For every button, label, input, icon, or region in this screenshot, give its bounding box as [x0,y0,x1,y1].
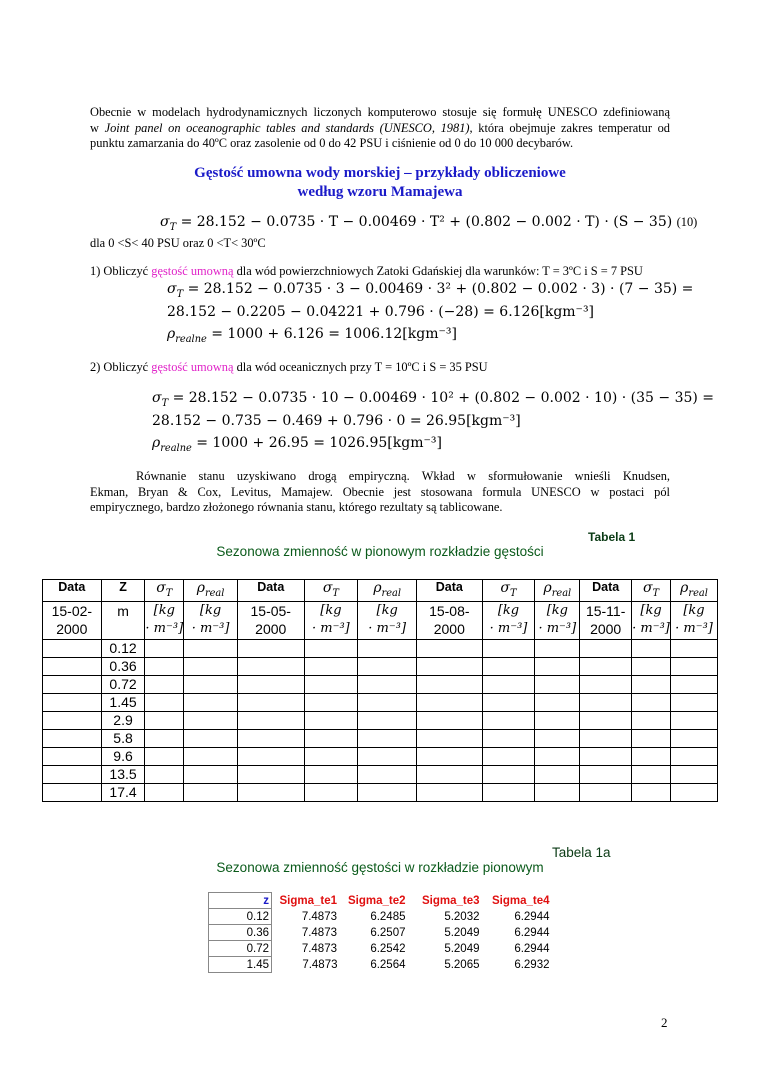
table-1-header-z: Z [101,580,145,602]
empty-cell [43,712,102,730]
empty-cell [304,730,358,748]
empty-cell [184,766,238,784]
empty-cell [417,658,483,676]
table-1 [42,579,718,802]
table-1-rho-3-sub: real [551,587,572,599]
empty-cell [632,730,671,748]
empty-cell [358,640,417,658]
example-2-eq-1-text: = 28.152 − 0.0735 · 10 − 0.00469 · 10² + (0.802 − 0.002 · 10) · (35 − 35) = [172,390,715,406]
section-heading-line-1: Gęstość umowna wody morskiej – przykłady obliczeniowe [194,165,566,181]
empty-cell [43,766,102,784]
empty-cell [671,712,718,730]
table-1-header-rho-1 [184,580,238,602]
formula-sigma-symbol: σ [160,214,170,230]
unit-bottom: · m⁻³] [489,621,528,636]
empty-cell [304,640,358,658]
intro-line-2-suffix: która obejmuje zakres temperatur od [472,120,671,135]
table-1-date-3: 15-08-2000 [417,602,483,640]
empty-cell [671,694,718,712]
empty-cell [535,748,580,766]
empty-cell [237,658,304,676]
table-1-header-rho-2 [358,580,417,602]
table-1a-header-sigma-te1: Sigma_te1 [279,894,337,907]
z-cell: 0.72 [209,941,272,957]
empty-cell [580,730,632,748]
empty-cell [184,640,238,658]
empty-cell [482,748,535,766]
example-2-sigma-sub: T [161,397,169,409]
table-1-header-data-2: Data [237,580,304,602]
empty-cell [145,658,184,676]
empty-cell [535,784,580,802]
table-1-sigma-2-symbol: σ [322,580,333,596]
empty-cell [580,748,632,766]
table-1-header-data: Data [43,580,102,602]
empty-cell [358,730,417,748]
page-number: 2 [661,1015,668,1030]
empty-cell [632,640,671,658]
example-2-eq-3 [152,435,442,454]
table-row [43,730,718,748]
empty-cell [43,748,102,766]
section-heading-line-2: według wzoru Mamajewa [297,184,463,200]
table-row [209,909,552,925]
table-1-header-rho-3 [535,580,580,602]
empty-cell [145,676,184,694]
empty-cell [184,784,238,802]
empty-cell [417,676,483,694]
example-2-sigma: σ [152,390,162,406]
sigma-cell: 7.4873 [301,910,337,923]
empty-cell [43,784,102,802]
unit-top: [kg [546,603,568,618]
empty-cell [671,640,718,658]
table-1-unit-rho-4 [671,602,718,640]
empty-cell [632,784,671,802]
sigma-cell: 6.2944 [514,942,550,955]
table-1-sigma-2-sub: T [332,587,339,599]
empty-cell [184,748,238,766]
table-1-label: Tabela 1 [588,530,636,544]
table-row [43,748,718,766]
formula-main-expression: = 28.152 − 0.0735 · T − 0.00469 · T² + (0.802 − 0.002 · T) · (S − 35) [180,214,673,230]
depth-cell: 17.4 [101,784,145,802]
empty-cell [632,748,671,766]
empty-cell [580,640,632,658]
table-1-unit-sigma-2 [304,602,358,640]
example-1-eq-2-text: 28.152 − 0.2205 − 0.04221 + 0.796 · (−28) = 6.126[kgm⁻³] [167,304,595,320]
empty-cell [184,658,238,676]
sigma-cell: 7.4873 [301,942,337,955]
table-1-title: Sezonowa zmienność w pionowym rozkładzie gęstości [216,544,544,559]
table-1a-body [209,909,552,973]
closing-paragraph [90,469,670,516]
depth-cell: 13.5 [101,766,145,784]
empty-cell [580,694,632,712]
table-1-header-row [43,580,718,602]
formula-number: (10) [676,215,698,229]
intro-line-3: punktu zamarzania do 40ºC oraz zasolenie od 0 do 42 PSU i ciśnienie od 0 do 10 000 decybarów. [90,136,574,151]
depth-cell: 1.45 [101,694,145,712]
table-1-rho-4-symbol: ρ [680,580,689,596]
empty-cell [417,694,483,712]
table-1-sigma-4-sub: T [652,587,660,599]
table-1a-label: Tabela 1a [552,845,611,860]
empty-cell [43,730,102,748]
sigma-cell: 5.2049 [444,942,480,955]
example-1-highlight: gęstość umowną [151,264,234,278]
intro-line-2 [90,121,670,137]
table-1-rho-1-symbol: ρ [196,580,205,596]
empty-cell [304,784,358,802]
sigma-cell: 5.2049 [444,926,480,939]
empty-cell [482,730,535,748]
example-2-highlight: gęstość umowną [151,360,234,374]
sigma-cell: 5.2065 [444,958,480,971]
closing-line-2: Ekman, Bryan & Cox, Levitus, Mamajew. Obecnie jest stosowana formula UNESCO w postaci pól [90,484,670,499]
empty-cell [43,658,102,676]
empty-cell [304,694,358,712]
empty-cell [535,712,580,730]
empty-cell [237,730,304,748]
empty-cell [145,730,184,748]
empty-cell [145,784,184,802]
table-1-unit-sigma-4 [632,602,671,640]
closing-line-3: empirycznego, bardzo złożonego równania stanu, którego rezultaty są tablicowane. [90,500,503,515]
empty-cell [417,784,483,802]
empty-cell [237,640,304,658]
depth-cell: 9.6 [101,748,145,766]
formula-range: dla 0 <S< 40 PSU oraz 0 <T< 30ºC [90,236,266,250]
table-1a [208,892,552,973]
sigma-cell: 6.2485 [370,910,406,923]
empty-cell [482,676,535,694]
empty-cell [482,766,535,784]
table-1-unit-sigma-1 [145,602,184,640]
table-1a-header-sigma-te4: Sigma_te4 [491,894,550,907]
sigma-cell: 6.2542 [370,942,406,955]
table-1-rho-2-symbol: ρ [373,580,382,596]
unit-top: [kg [376,603,398,618]
intro-line-2-prefix: w [90,120,105,135]
empty-cell [184,712,238,730]
table-1-unit-rho-1 [184,602,238,640]
empty-cell [671,730,718,748]
example-1-rho: ρ [167,326,176,342]
unit-bottom: · m⁻³] [538,621,577,636]
unit-top: [kg [640,603,662,618]
table-1-rho-4-sub: real [688,587,708,599]
empty-cell [632,658,671,676]
empty-cell [358,694,417,712]
unit-top: [kg [199,603,222,618]
table-1a-header-z: z [209,893,272,909]
table-1-header-sigma-3 [482,580,535,602]
empty-cell [482,640,535,658]
empty-cell [145,640,184,658]
table-1-date-1: 15-02-2000 [43,602,102,640]
example-1-prefix: 1) Obliczyć [90,264,152,278]
sigma-cell: 6.2944 [514,910,550,923]
empty-cell [632,694,671,712]
table-1-rho-3-symbol: ρ [543,580,552,596]
empty-cell [184,694,238,712]
sigma-cell: 5.2032 [444,910,480,923]
empty-cell [358,676,417,694]
example-1-eq-3 [167,326,457,345]
table-1-unit-sigma-3 [482,602,535,640]
table-1-unit-rho-2 [358,602,417,640]
unit-bottom: · m⁻³] [368,621,407,636]
example-1-eq-1-text: = 28.152 − 0.0735 · 3 − 0.00469 · 3² + (0.802 − 0.002 · 3) · (7 − 35) = [187,281,694,297]
empty-cell [304,748,358,766]
z-cell: 0.12 [209,909,272,925]
example-1-prompt [90,264,643,279]
closing-line-1: Równanie stanu uzyskiwano drogą empiryczną. Wkład w sformułowanie wnieśli Knudsen, [136,469,670,483]
sigma-cell: 6.2507 [370,926,406,939]
empty-cell [43,676,102,694]
empty-cell [671,658,718,676]
example-2-eq-3-text: = 1000 + 26.95 = 1026.95[kgm⁻³] [196,435,442,451]
example-2-suffix: dla wód oceanicznych przy T = 10ºC i S = 35 PSU [233,360,488,374]
empty-cell [237,694,304,712]
table-1-header-data-4: Data [580,580,632,602]
empty-cell [43,640,102,658]
table-row [43,712,718,730]
empty-cell [671,748,718,766]
empty-cell [535,640,580,658]
unit-bottom: · m⁻³] [312,621,350,636]
empty-cell [184,730,238,748]
table-1-date-4: 15-11-2000 [580,602,632,640]
empty-cell [237,748,304,766]
empty-cell [304,658,358,676]
table-row [209,925,552,941]
empty-cell [632,676,671,694]
empty-cell [580,766,632,784]
table-1-header-sigma-4 [632,580,671,602]
unit-bottom: · m⁻³] [145,621,184,636]
empty-cell [580,712,632,730]
formula-sigma-subscript: T [169,221,177,233]
empty-cell [580,658,632,676]
empty-cell [304,766,358,784]
table-row [43,676,718,694]
table-1-date-2: 15-05-2000 [237,602,304,640]
empty-cell [145,712,184,730]
table-1-sigma-1-sub: T [165,587,173,599]
empty-cell [184,676,238,694]
intro-paragraph [90,105,670,152]
table-1-header-sigma-2 [304,580,358,602]
depth-cell: 5.8 [101,730,145,748]
example-1-eq-3-text: = 1000 + 6.126 = 1006.12[kgm⁻³] [211,326,457,342]
empty-cell [417,640,483,658]
table-1-unit-rho-3 [535,602,580,640]
empty-cell [145,748,184,766]
empty-cell [535,730,580,748]
table-row [43,694,718,712]
table-1-z-unit: m [101,602,145,640]
sigma-cell: 7.4873 [302,958,338,971]
empty-cell [535,658,580,676]
empty-cell [43,694,102,712]
example-1-rho-sub: realne [175,333,207,345]
example-2-eq-2-text: 28.152 − 0.735 − 0.469 + 0.796 · 0 = 26.95[kgm⁻³] [152,413,521,429]
example-2-rho-sub: realne [160,442,192,454]
empty-cell [671,784,718,802]
depth-cell: 0.36 [101,658,145,676]
z-cell: 1.45 [209,957,272,973]
empty-cell [417,766,483,784]
sigma-cell: 6.2944 [514,926,550,939]
formula-main [160,214,697,233]
empty-cell [417,748,483,766]
unit-bottom: · m⁻³] [675,621,713,636]
empty-cell [145,694,184,712]
table-row [43,658,718,676]
empty-cell [237,676,304,694]
empty-cell [482,784,535,802]
empty-cell [580,676,632,694]
section-heading [90,164,670,202]
empty-cell [358,766,417,784]
table-1-header-sigma-1 [145,580,184,602]
empty-cell [482,694,535,712]
table-1-header-data-3: Data [417,580,483,602]
empty-cell [632,712,671,730]
unit-bottom: · m⁻³] [632,621,670,636]
table-1-sigma-3-symbol: σ [500,580,510,596]
table-1a-header-sigma-te2: Sigma_te2 [347,894,406,907]
empty-cell [482,712,535,730]
intro-line-2-citation: Joint panel on oceanographic tables and standards (UNESCO, 1981), [104,120,473,135]
empty-cell [482,658,535,676]
example-1-eq-2 [167,304,594,320]
table-1-rho-1-sub: real [204,587,225,599]
unit-top: [kg [153,603,175,618]
table-row [43,766,718,784]
table-row [43,640,718,658]
empty-cell [304,676,358,694]
empty-cell [358,712,417,730]
empty-cell [358,784,417,802]
table-1a-header-sigma-te3: Sigma_te3 [421,894,480,907]
sigma-cell: 6.2932 [514,958,550,971]
table-1-body [43,640,718,802]
table-1a-header-row [209,893,552,909]
table-1a-title: Sezonowa zmienność gęstości w rozkładzie pionowym [216,860,544,875]
example-2-eq-1 [152,390,714,409]
table-1-sigma-4-symbol: σ [642,580,653,596]
example-2-rho: ρ [152,435,161,451]
table-1-sigma-3-sub: T [509,587,517,599]
table-1-units-row [43,602,718,640]
table-1-header-rho-4 [671,580,718,602]
example-1-suffix: dla wód powierzchniowych Zatoki Gdańskiej dla warunków: T = 3ºC i S = 7 PSU [233,264,643,278]
intro-line-1: Obecnie w modelach hydrodynamicznych liczonych komputerowo stosuje się formułę UNESCO zdefiniowaną [90,105,670,119]
empty-cell [535,766,580,784]
empty-cell [145,766,184,784]
empty-cell [632,766,671,784]
unit-bottom: · m⁻³] [191,621,230,636]
table-row [209,941,552,957]
example-1-sigma-sub: T [176,288,184,300]
table-row [43,784,718,802]
empty-cell [237,712,304,730]
example-1-eq-1 [167,281,693,300]
sigma-cell: 6.2564 [370,958,406,971]
example-1-sigma: σ [167,281,177,297]
empty-cell [358,748,417,766]
empty-cell [671,676,718,694]
table-row [209,957,552,973]
depth-cell: 0.12 [101,640,145,658]
unit-top: [kg [320,603,342,618]
example-2-prefix: 2) Obliczyć [90,360,152,374]
unit-top: [kg [683,603,705,618]
empty-cell [417,730,483,748]
empty-cell [580,784,632,802]
table-1-sigma-1-symbol: σ [156,580,166,596]
empty-cell [358,658,417,676]
empty-cell [535,694,580,712]
unit-top: [kg [497,603,520,618]
empty-cell [237,766,304,784]
z-cell: 0.36 [209,925,272,941]
empty-cell [417,712,483,730]
example-2-eq-2 [152,413,521,429]
example-2-prompt [90,360,488,375]
empty-cell [304,712,358,730]
empty-cell [237,784,304,802]
empty-cell [535,676,580,694]
depth-cell: 0.72 [101,676,145,694]
depth-cell: 2.9 [101,712,145,730]
table-1-rho-2-sub: real [381,587,402,599]
sigma-cell: 7.4873 [301,926,337,939]
empty-cell [671,766,718,784]
